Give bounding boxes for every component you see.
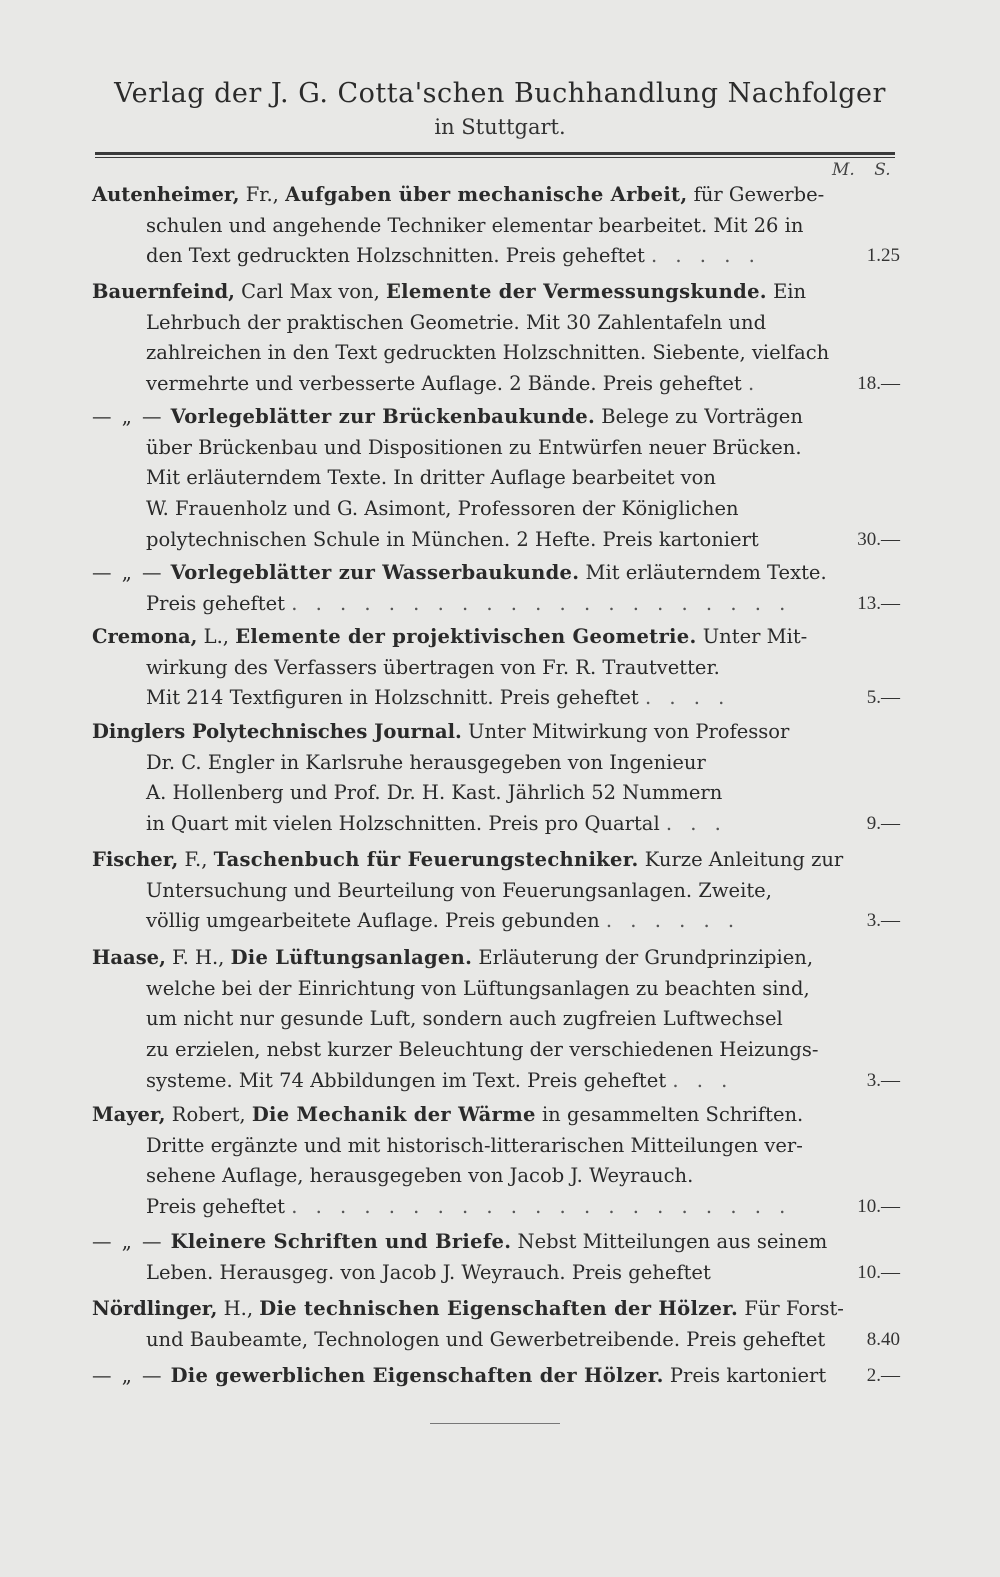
entry-title: Kleinere Schriften und Briefe. (163, 1230, 512, 1253)
entry-line (92, 622, 900, 653)
entry-line (92, 778, 900, 809)
entry-text: W. Frauenholz und G. Asimont, Professoren der Königlichen (146, 497, 739, 521)
entry-text: Kurze Anleitung zur (638, 848, 844, 871)
entry-price: 3.— (866, 910, 900, 932)
catalog-entry (92, 558, 900, 619)
entry-line (92, 1161, 900, 1192)
entry-line (92, 653, 900, 684)
entry-text: Untersuchung und Beurteilung von Feuerungsanlagen. Zweite, (146, 878, 772, 902)
leader-dots: . . . (672, 1068, 734, 1092)
header-double-rule (95, 152, 895, 158)
leader-dots: . . . . (644, 686, 731, 710)
publisher-city: in Stuttgart. (434, 115, 566, 139)
catalog-entry (92, 622, 900, 714)
entry-line (92, 683, 900, 714)
ditto-dash: — „ — (92, 561, 164, 584)
entry-line (92, 943, 900, 974)
entry-text: völlig umgearbeitete Auflage. Preis gebunden (146, 909, 600, 933)
entry-line (92, 1325, 900, 1356)
entry-text: Carl Max von, (234, 280, 386, 303)
entry-title: Aufgaben über mechanische Arbeit, (285, 183, 688, 206)
entry-text: Lehrbuch der praktischen Geometrie. Mit 30 Zahlentafeln und (146, 310, 767, 334)
leader-dots: . . . (665, 812, 727, 836)
leader-dots: . (747, 372, 761, 396)
entry-line (92, 402, 900, 433)
entry-text: Unter Mit- (696, 625, 808, 648)
entry-author: Dinglers Polytechnisches Journal. (92, 720, 462, 743)
entry-line (92, 308, 900, 339)
entry-author: Mayer, (92, 1103, 166, 1126)
entry-author: Haase, (92, 946, 166, 969)
entry-text: über Brückenbau und Dispositionen zu Entwürfen neuer Brücken. (146, 435, 802, 459)
footer-rule (430, 1423, 560, 1424)
entry-price: 9.— (866, 813, 900, 835)
entry-line (92, 589, 900, 620)
entry-title: Die gewerblichen Eigenschaften der Hölzer. (163, 1364, 664, 1387)
entry-text: Leben. Herausgeg. von Jacob J. Weyrauch. Preis geheftet (146, 1260, 711, 1284)
entry-title: Vorlegeblätter zur Wasserbaukunde. (163, 561, 580, 584)
entry-price: 30.— (857, 528, 900, 550)
entry-line (92, 241, 900, 272)
publisher-title: Verlag der J. G. Cotta'schen Buchhandlung Nachfolger (114, 78, 886, 109)
entry-line (92, 277, 900, 308)
entry-title: Elemente der Vermessungskunde. (385, 280, 767, 303)
entry-text: zahlreichen in den Text gedruckten Holzschnitten. Siebente, vielfach (146, 341, 830, 365)
ditto-dash: — „ — (92, 1364, 164, 1387)
entry-line (92, 180, 900, 211)
entry-line (92, 558, 900, 589)
entry-text: L., (197, 625, 236, 648)
entry-line (92, 1227, 900, 1258)
catalog-entry (92, 402, 900, 555)
entry-text: F., (178, 848, 214, 871)
entry-line (92, 1192, 900, 1223)
entry-text: um nicht nur gesunde Luft, sondern auch zugfreien Luftwechsel (146, 1007, 783, 1031)
catalog-entry (92, 1294, 900, 1355)
entry-title: Elemente der projektivischen Geometrie. (235, 625, 697, 648)
entry-text: H., (217, 1297, 260, 1320)
entry-title: Die technischen Eigenschaften der Hölzer. (259, 1297, 739, 1320)
entry-line (92, 1100, 900, 1131)
entry-text: vermehrte und verbesserte Auflage. 2 Bände. Preis geheftet (146, 372, 742, 396)
ditto-dash: — „ — (92, 1230, 164, 1253)
entry-line (92, 1258, 900, 1289)
entry-author: Autenheimer, (92, 183, 240, 206)
entry-text: in gesammelten Schriften. (535, 1103, 804, 1126)
currency-header: M. S. (832, 160, 891, 180)
catalog-entry (92, 180, 900, 272)
entry-line (92, 463, 900, 494)
entry-price: 3.— (866, 1069, 900, 1091)
entry-text: schulen und angehende Techniker elementar bearbeitet. Mit 26 in (146, 213, 804, 237)
entry-text: systeme. Mit 74 Abbildungen im Text. Preis geheftet (146, 1068, 667, 1092)
entry-line (92, 1066, 900, 1097)
entry-text: Erläuterung der Grundprinzipien, (472, 946, 814, 969)
entry-text: Preis geheftet (146, 1195, 285, 1219)
entry-text: Dr. C. Engler in Karlsruhe herausgegeben von Ingenieur (146, 750, 706, 774)
entry-price: 18.— (857, 373, 900, 395)
entry-line (92, 974, 900, 1005)
entry-author: Nördlinger, (92, 1297, 218, 1320)
entry-price: 8.40 (866, 1328, 900, 1350)
entry-text: Mit 214 Textfiguren in Holzschnitt. Preis geheftet (146, 686, 639, 710)
entry-line (92, 525, 900, 556)
entry-text: Mit erläuterndem Texte. In dritter Auflage bearbeitet von (146, 466, 716, 490)
ditto-dash: — „ — (92, 405, 164, 428)
page-header (0, 78, 1000, 139)
entry-text: Unter Mitwirkung von Professor (461, 720, 790, 743)
entry-line (92, 1131, 900, 1162)
entry-text: polytechnischen Schule in München. 2 Hefte. Preis kartoniert (146, 527, 759, 551)
entry-price: 10.— (857, 1196, 900, 1218)
catalog-entry (92, 1227, 900, 1288)
entry-line (92, 369, 900, 400)
entry-line (92, 809, 900, 840)
leader-dots: . . . . . . . . . . . . . . . . . . . . . (291, 1195, 792, 1219)
entry-title: Vorlegeblätter zur Brückenbaukunde. (163, 405, 596, 428)
entry-price: 2.— (866, 1365, 900, 1386)
entry-price: 13.— (857, 592, 900, 614)
entry-text: Dritte ergänzte und mit historisch-litterarischen Mitteilungen ver- (146, 1133, 803, 1157)
entry-text: A. Hollenberg und Prof. Dr. H. Kast. Jährlich 52 Nummern (146, 781, 723, 805)
entry-text: Für Forst- (738, 1297, 844, 1320)
entry-line (92, 1294, 900, 1325)
entry-line (92, 845, 900, 876)
entry-title: Die Mechanik der Wärme (251, 1103, 536, 1126)
entry-price: 1.25 (866, 245, 900, 267)
entry-text: für Gewerbe- (687, 183, 825, 206)
entry-line (92, 1035, 900, 1066)
entry-price: 5.— (866, 687, 900, 709)
entry-line (92, 876, 900, 907)
entry-text: zu erzielen, nebst kurzer Beleuchtung der verschiedenen Heizungs- (146, 1038, 819, 1062)
catalog-entry (92, 277, 900, 400)
entry-text: Preis geheftet (146, 591, 285, 615)
entry-author: Cremona, (92, 625, 198, 648)
entry-text: F. H., (165, 946, 231, 969)
entry-text: Preis kartoniert (663, 1364, 827, 1387)
entry-line (92, 433, 900, 464)
entry-text: Belege zu Vorträgen (595, 405, 803, 428)
entry-text: Nebst Mitteilungen aus seinem (511, 1230, 828, 1253)
entry-text: Robert, (165, 1103, 252, 1126)
catalog-entry (92, 845, 900, 937)
entry-line (92, 1361, 900, 1392)
entry-text: Mit erläuterndem Texte. (579, 561, 827, 584)
entry-line (92, 338, 900, 369)
entry-line (92, 717, 900, 748)
entry-title: Die Lüftungsanlagen. (230, 946, 473, 969)
entry-line (92, 1004, 900, 1035)
catalog-entry (92, 1361, 900, 1392)
entry-line (92, 906, 900, 937)
catalog-entry (92, 943, 900, 1096)
entry-title: Taschenbuch für Feuerungstechniker. (213, 848, 639, 871)
entry-text: Ein (766, 280, 807, 303)
entry-author: Bauernfeind, (92, 280, 235, 303)
entry-author: Fischer, (92, 848, 179, 871)
entry-text: in Quart mit vielen Holzschnitten. Preis pro Quartal (146, 812, 660, 836)
leader-dots: . . . . . (651, 244, 761, 268)
leader-dots: . . . . . . . . . . . . . . . . . . . . . (291, 591, 792, 615)
entry-text: wirkung des Verfassers übertragen von Fr. R. Trautvetter. (146, 655, 720, 679)
entry-price: 10.— (857, 1261, 900, 1283)
entry-text: sehene Auflage, herausgegeben von Jacob J. Weyrauch. (146, 1164, 694, 1188)
entry-line (92, 494, 900, 525)
entry-text: und Baubeamte, Technologen und Gewerbetreibende. Preis geheftet (146, 1327, 826, 1351)
entry-text: Fr., (239, 183, 286, 206)
entry-text: den Text gedruckten Holzschnitten. Preis geheftet (146, 244, 645, 268)
catalog-entry (92, 1100, 900, 1223)
entry-line (92, 211, 900, 242)
entry-text: welche bei der Einrichtung von Lüftungsanlagen zu beachten sind, (146, 976, 810, 1000)
leader-dots: . . . . . . (605, 909, 741, 933)
entry-line (92, 748, 900, 779)
catalog-entry (92, 717, 900, 840)
